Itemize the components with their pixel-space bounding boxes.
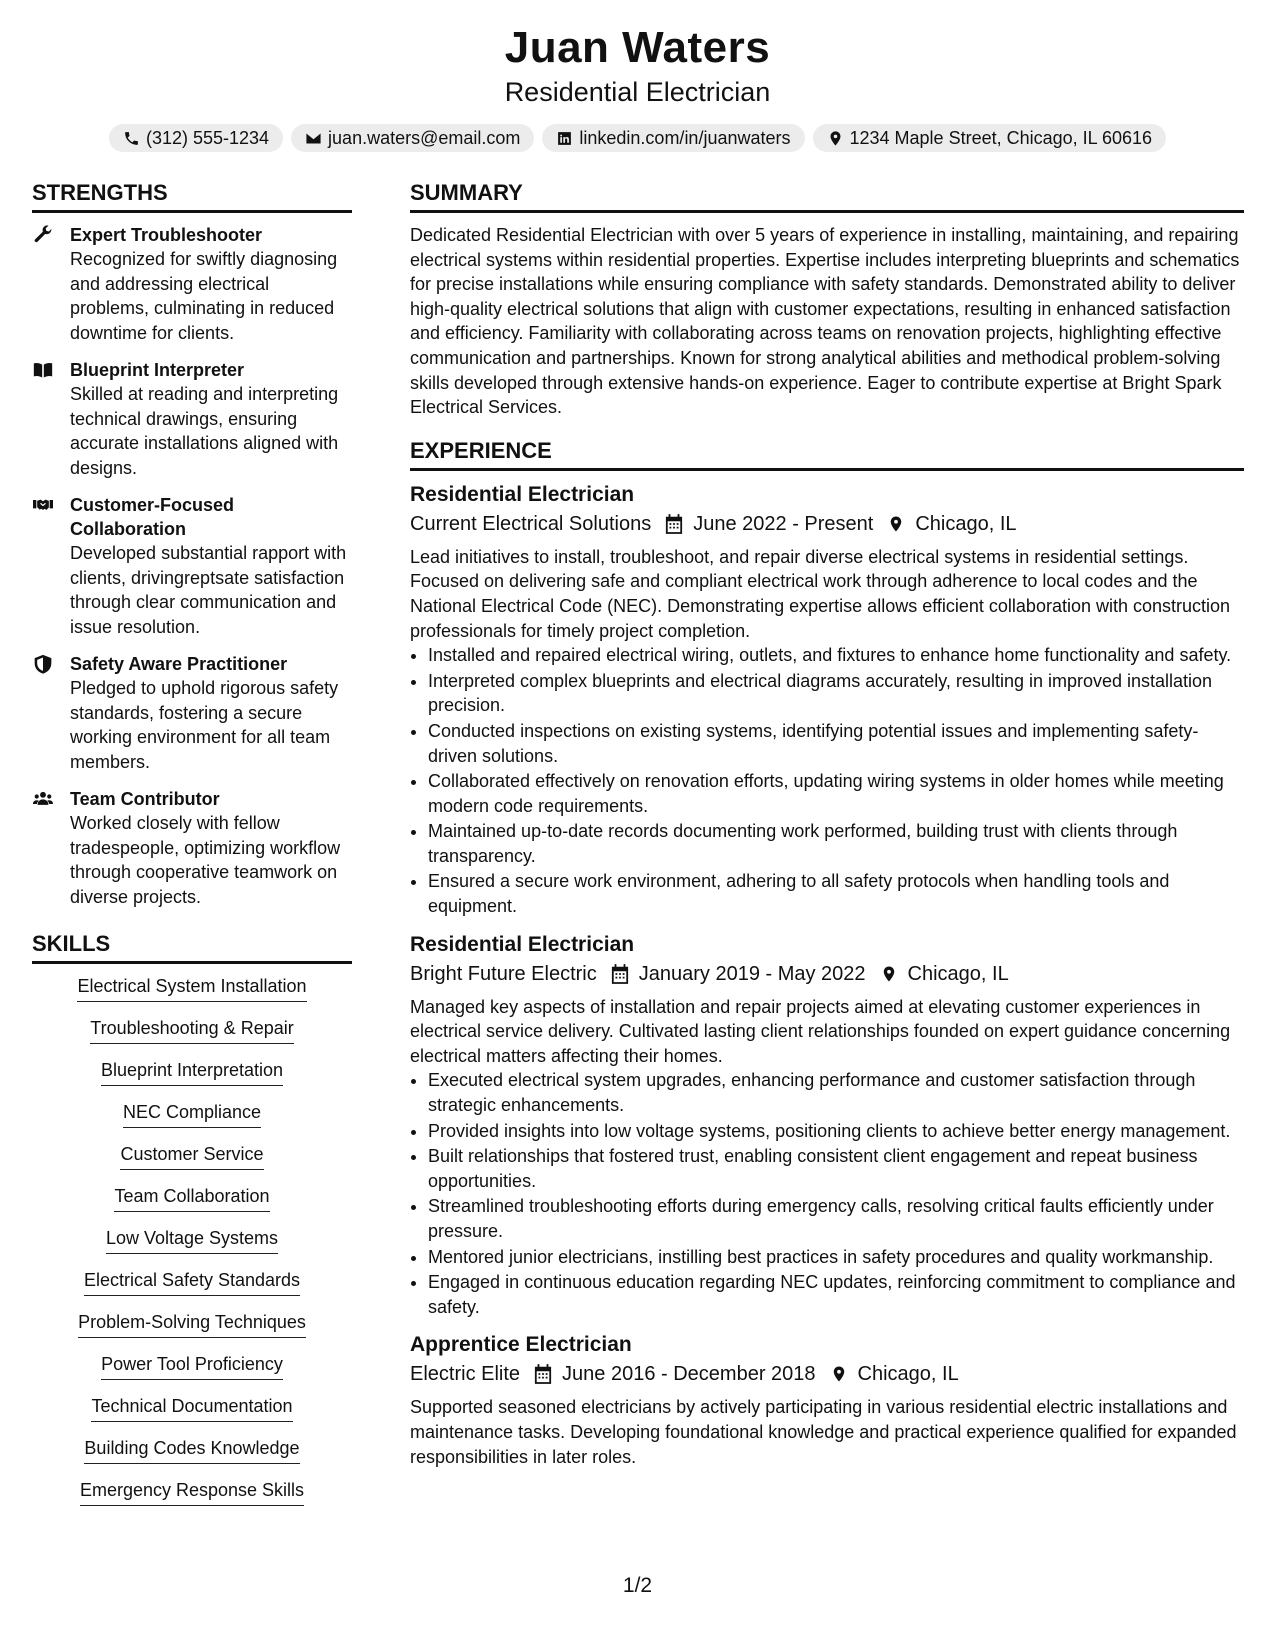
job-bullet: • Collaborated effectively on renovation efforts, updating wiring systems in older homes while meeting modern code requirements.: [428, 769, 1244, 818]
job-bullet: • Provided insights into low voltage systems, positioning clients to achieve better energy management.: [428, 1119, 1244, 1144]
job-bullet-list: [410, 643, 1244, 919]
job-entry: [410, 931, 1244, 1320]
linkedin-icon: [556, 130, 573, 147]
contact-bar: [0, 124, 1275, 152]
strength-item: [32, 787, 352, 909]
strength-name: Blueprint Interpreter: [70, 360, 245, 380]
job-meta: [410, 959, 1244, 989]
job-location: Chicago, IL: [915, 512, 1017, 535]
strength-desc: Pledged to uphold rigorous safety standards, fostering a secure working environment for all team members.: [70, 678, 339, 772]
job-bullet: • Built relationships that fostered trust, enabling consistent client engagement and repeat business opportunities.: [428, 1144, 1244, 1193]
job-location: Chicago, IL: [857, 1363, 959, 1386]
job-title: Residential Electrician: [410, 482, 635, 506]
calendar-icon: [665, 514, 683, 534]
skill-label: Electrical Safety Standards: [84, 1268, 300, 1296]
resume-header: [0, 22, 1275, 152]
strength-item: [32, 652, 352, 774]
calendar-icon: [611, 964, 629, 984]
skill-item: [32, 1058, 352, 1086]
map-pin-icon: [830, 1364, 848, 1384]
skill-item: [32, 1394, 352, 1422]
strength-item: [32, 223, 352, 345]
candidate-title: Residential Electrician: [504, 77, 771, 107]
map-pin-icon: [880, 964, 898, 984]
skill-label: NEC Compliance: [123, 1100, 261, 1128]
handshake-icon: [32, 495, 54, 515]
job-company: Electric Elite: [410, 1363, 521, 1386]
users-icon: [32, 789, 54, 809]
strength-desc: Worked closely with fellow tradespeople, optimizing workflow through cooperative teamwork on diverse projects.: [70, 813, 341, 907]
skill-label: Emergency Response Skills: [80, 1478, 304, 1506]
experience-list: [410, 481, 1244, 1469]
job-entry: [410, 1331, 1244, 1469]
skill-item: [32, 1478, 352, 1506]
book-icon: [32, 360, 54, 380]
job-company: Current Electrical Solutions: [410, 512, 652, 535]
skill-label: Low Voltage Systems: [106, 1226, 278, 1254]
job-bullet: • Executed electrical system upgrades, enhancing performance and customer satisfaction through strategic enhancements.: [428, 1068, 1244, 1117]
skill-label: Building Codes Knowledge: [84, 1436, 299, 1464]
page-number: 1/2: [622, 1574, 653, 1597]
skill-item: [32, 1100, 352, 1128]
skill-label: Power Tool Proficiency: [101, 1352, 283, 1380]
right-column: [410, 178, 1244, 1481]
strength-desc: Skilled at reading and interpreting technical drawings, ensuring accurate installations aligned with designs.: [70, 384, 339, 478]
address-text: 1234 Maple Street, Chicago, IL 60616: [849, 127, 1153, 148]
skills-heading: SKILLS: [32, 929, 352, 964]
job-bullet: • Conducted inspections on existing systems, identifying potential issues and implementing safety-driven solutions.: [428, 719, 1244, 768]
job-bullet-list: [410, 1068, 1244, 1319]
skill-item: [32, 1268, 352, 1296]
skill-item: [32, 1184, 352, 1212]
strength-name: Customer-Focused Collaboration: [70, 495, 235, 539]
strength-item: [32, 493, 352, 639]
summary-text: Dedicated Residential Electrician with over 5 years of experience in installing, maintaining, and repairing electrical systems within residential properties. Expertise includes interpreting blueprints and schematics for precise installations while ensuring compliance with safety standards. Demonstrated ability to deliver high-quality electrical solutions that align with customer expectations, resulting in enhanced satisfaction and efficiency. Familiarity with collaborating across teams on renovation projects, highlighting effective communication and partnerships. Known for strong analytical abilities and methodical problem-solving skills developed through extensive hands-on experience. Eager to contribute expertise at Bright Spark Electrical Services.: [410, 225, 1240, 418]
job-dates: June 2016 - December 2018: [562, 1363, 816, 1386]
shield-icon: [32, 654, 54, 674]
contact-phone: [109, 124, 283, 152]
skill-item: [32, 974, 352, 1002]
skill-item: [32, 1142, 352, 1170]
strength-name: Expert Troubleshooter: [70, 225, 263, 245]
job-title: Apprentice Electrician: [410, 1333, 632, 1357]
wrench-icon: [32, 225, 54, 245]
map-pin-icon: [887, 514, 905, 534]
skill-item: [32, 1016, 352, 1044]
contact-address: [813, 124, 1167, 152]
contact-email[interactable]: [291, 124, 534, 152]
skill-item: [32, 1436, 352, 1464]
skill-item: [32, 1226, 352, 1254]
job-meta: [410, 1359, 1244, 1389]
job-bullet: • Interpreted complex blueprints and electrical diagrams accurately, resulting in improved installation precision.: [428, 669, 1244, 718]
skill-label: Technical Documentation: [91, 1394, 292, 1422]
job-bullet: • Ensured a secure work environment, adhering to all safety protocols when handling tools and equipment.: [428, 869, 1244, 918]
job-bullet: • Installed and repaired electrical wiring, outlets, and fixtures to enhance home functionality and safety.: [428, 643, 1244, 668]
map-pin-icon: [827, 130, 844, 147]
strength-name: Team Contributor: [70, 789, 220, 809]
job-bullet: • Streamlined troubleshooting efforts during emergency calls, resolving critical faults efficiently under pressure.: [428, 1194, 1244, 1243]
contact-linkedin[interactable]: [542, 124, 804, 152]
strengths-heading: STRENGTHS: [32, 178, 352, 213]
phone-icon: [123, 130, 140, 147]
skill-label: Problem-Solving Techniques: [78, 1310, 306, 1338]
candidate-name: Juan Waters: [504, 23, 771, 72]
left-column: [32, 178, 352, 1520]
job-description: Lead initiatives to install, troubleshoot, and repair diverse electrical systems in residential settings. Focused on delivering safe and compliant electrical work through adherence to local codes and the National Electrical Code (NEC). Demonstrating expertise allows efficient collaboration with construction professionals for timely project completion.: [410, 546, 1231, 641]
envelope-icon: [305, 130, 322, 147]
job-dates: June 2022 - Present: [693, 512, 874, 535]
skills-list: [32, 974, 352, 1506]
skill-item: [32, 1352, 352, 1380]
job-bullet: • Engaged in continuous education regarding NEC updates, reinforcing commitment to compliance and safety.: [428, 1270, 1244, 1319]
strength-item: [32, 358, 352, 480]
skill-label: Troubleshooting & Repair: [90, 1016, 293, 1044]
skill-label: Customer Service: [120, 1142, 263, 1170]
job-description: Supported seasoned electricians by actively participating in various residential electric installations and maintenance tasks. Developing foundational knowledge and practical experience qualified for expanded responsibilities in later roles.: [410, 1397, 1237, 1467]
job-bullet: • Maintained up-to-date records documenting work performed, building trust with clients through transparency.: [428, 819, 1244, 868]
job-description: Managed key aspects of installation and repair projects aimed at elevating customer experiences in electrical service delivery. Cultivated lasting client relationships founded on expert guidance concerning electrical matters affecting their homes.: [410, 996, 1231, 1066]
job-entry: [410, 481, 1244, 919]
summary-heading: SUMMARY: [410, 178, 1244, 213]
experience-heading: EXPERIENCE: [410, 436, 1244, 471]
skill-label: Electrical System Installation: [77, 974, 306, 1002]
calendar-icon: [534, 1364, 552, 1384]
phone-text: (312) 555-1234: [145, 127, 270, 148]
job-title: Residential Electrician: [410, 932, 635, 956]
skill-label: Team Collaboration: [114, 1184, 269, 1212]
job-meta: [410, 509, 1244, 539]
job-bullet: • Mentored junior electricians, instilling best practices in safety procedures and quality workmanship.: [428, 1245, 1244, 1270]
linkedin-text[interactable]: linkedin.com/in/juanwaters: [579, 127, 791, 148]
job-company: Bright Future Electric: [410, 962, 597, 985]
email-text[interactable]: juan.waters@email.com: [328, 127, 521, 148]
job-dates: January 2019 - May 2022: [638, 962, 866, 985]
strength-desc: Developed substantial rapport with clients, drivingreptsate satisfaction through clear communication and issue resolution.: [70, 543, 347, 637]
strength-desc: Recognized for swiftly diagnosing and addressing electrical problems, culminating in reduced downtime for clients.: [70, 249, 338, 343]
strength-name: Safety Aware Practitioner: [70, 654, 288, 674]
skill-item: [32, 1310, 352, 1338]
skill-label: Blueprint Interpretation: [101, 1058, 283, 1086]
job-location: Chicago, IL: [907, 962, 1009, 985]
